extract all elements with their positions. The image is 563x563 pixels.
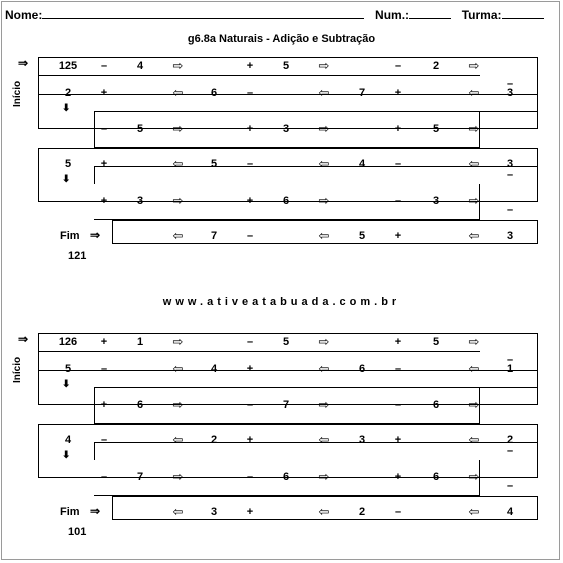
turn-operator: – (506, 169, 514, 181)
puzzle-cell: 126 (58, 336, 78, 348)
site-url: www.ativeatabuada.com.br (162, 296, 401, 308)
nome-label: Nome: (5, 8, 43, 22)
left-arrow-icon: ⇦ (468, 156, 480, 171)
puzzle-cell: + (246, 60, 254, 72)
right-arrow-icon: ⇨ (172, 334, 184, 349)
puzzle-cell: 4 (136, 60, 144, 72)
puzzle-cell: 6 (358, 363, 366, 375)
path-segment (38, 57, 39, 75)
puzzle-cell: 6 (432, 399, 440, 411)
right-arrow-icon: ⇨ (468, 397, 480, 412)
right-arrow-icon: ⇨ (468, 193, 480, 208)
puzzle-cell: 5 (136, 123, 144, 135)
puzzle-cell: 5 (282, 60, 290, 72)
puzzle-cell: 6 (282, 471, 290, 483)
worksheet-title: g6.8a Naturais - Adição e Subtração (187, 33, 376, 45)
nome-field[interactable] (42, 8, 364, 19)
puzzle-cell: – (246, 87, 254, 99)
puzzle-cell: + (246, 123, 254, 135)
puzzle-cell: 5 (282, 336, 290, 348)
puzzle-cell: + (394, 87, 402, 99)
left-arrow-icon: ⇦ (318, 228, 330, 243)
left-arrow-icon: ⇦ (172, 504, 184, 519)
puzzle-cell: – (394, 363, 402, 375)
puzzle-cell: – (100, 363, 108, 375)
puzzle-cell: 3 (358, 434, 366, 446)
turn-operator: – (506, 354, 514, 366)
right-arrow-icon: ⇨ (172, 58, 184, 73)
turn-operator: – (506, 78, 514, 90)
fim-arrow: ⇒ (90, 504, 101, 518)
puzzle-cell: 1 (136, 336, 144, 348)
right-arrow-icon: ⇨ (318, 469, 330, 484)
right-arrow-icon: ⇨ (172, 193, 184, 208)
right-arrow-icon: ⇨ (172, 121, 184, 136)
right-arrow-icon: ⇨ (318, 397, 330, 412)
puzzle-cell: 2 (506, 434, 514, 446)
puzzle-cell: – (246, 158, 254, 170)
puzzle-cell: 125 (58, 60, 78, 72)
fim-label: Fim (60, 230, 80, 242)
path-segment (38, 333, 39, 351)
puzzle-cell: – (394, 399, 402, 411)
right-arrow-icon: ⇨ (468, 334, 480, 349)
left-arrow-icon: ⇦ (468, 432, 480, 447)
left-arrow-icon: ⇦ (468, 85, 480, 100)
puzzle-cell: – (246, 399, 254, 411)
turn-operator: – (506, 480, 514, 492)
puzzle-cell: + (100, 336, 108, 348)
left-arrow-icon: ⇦ (172, 156, 184, 171)
puzzle-cell: – (394, 158, 402, 170)
worksheet-header (5, 8, 544, 22)
turn-operator: – (506, 445, 514, 457)
puzzle-cell: 5 (432, 123, 440, 135)
puzzle-cell: – (100, 123, 108, 135)
puzzle-cell: – (100, 471, 108, 483)
puzzle-cell: – (246, 336, 254, 348)
right-arrow-icon: ⇨ (318, 193, 330, 208)
left-arrow-icon: ⇦ (172, 361, 184, 376)
down-arrow-icon: ⬇ (62, 450, 71, 461)
left-arrow-icon: ⇦ (318, 432, 330, 447)
puzzle-cell: 5 (210, 158, 218, 170)
puzzle-cell: 3 (136, 195, 144, 207)
puzzle-cell: 6 (282, 195, 290, 207)
puzzle-cell: 3 (282, 123, 290, 135)
puzzle-cell: + (246, 434, 254, 446)
puzzle-cell: 2 (358, 506, 366, 518)
right-arrow-icon: ⇨ (318, 334, 330, 349)
entry-arrow: ⇒ (18, 56, 29, 70)
fim-arrow: ⇒ (90, 228, 101, 242)
puzzle-cell: + (100, 87, 108, 99)
side-label: Início (12, 356, 23, 383)
puzzle-cell: 1 (506, 363, 514, 375)
turma-field[interactable] (502, 8, 544, 19)
puzzle-cell: 3 (506, 87, 514, 99)
left-arrow-icon: ⇦ (318, 156, 330, 171)
puzzle-cell: 3 (432, 195, 440, 207)
right-arrow-icon: ⇨ (172, 397, 184, 412)
turn-operator: – (506, 204, 514, 216)
puzzle-cell: 3 (506, 230, 514, 242)
right-arrow-icon: ⇨ (468, 58, 480, 73)
right-arrow-icon: ⇨ (468, 469, 480, 484)
puzzle-cell: 2 (210, 434, 218, 446)
puzzle-cell: 7 (136, 471, 144, 483)
puzzle-cell: 6 (210, 87, 218, 99)
puzzle-cell: + (246, 363, 254, 375)
puzzle-cell: 5 (432, 336, 440, 348)
puzzle-cell: 5 (64, 363, 72, 375)
puzzle-cell: – (246, 230, 254, 242)
puzzle-cell: 5 (358, 230, 366, 242)
down-arrow-icon: ⬇ (62, 379, 71, 390)
turma-label: Turma: (461, 8, 502, 22)
puzzle-cell: 3 (506, 158, 514, 170)
puzzle-cell: + (394, 471, 402, 483)
puzzle-cell: 7 (282, 399, 290, 411)
right-arrow-icon: ⇨ (172, 469, 184, 484)
right-arrow-icon: ⇨ (318, 121, 330, 136)
left-arrow-icon: ⇦ (172, 228, 184, 243)
down-arrow-icon: ⬇ (62, 174, 71, 185)
left-arrow-icon: ⇦ (318, 504, 330, 519)
result-value: 121 (68, 250, 87, 262)
puzzle-cell: + (100, 195, 108, 207)
num-label: Num.: (375, 8, 410, 22)
puzzle-cell: 5 (64, 158, 72, 170)
puzzle-cell: + (394, 434, 402, 446)
puzzle-cell: 4 (358, 158, 366, 170)
puzzle-cell: + (100, 399, 108, 411)
puzzle-cell: – (394, 60, 402, 72)
puzzle-cell: + (394, 123, 402, 135)
left-arrow-icon: ⇦ (468, 361, 480, 376)
puzzle-cell: + (246, 506, 254, 518)
puzzle-cell: 6 (136, 399, 144, 411)
left-arrow-icon: ⇦ (172, 85, 184, 100)
fim-label: Fim (60, 506, 80, 518)
puzzle-cell: 4 (210, 363, 218, 375)
puzzle-cell: 2 (432, 60, 440, 72)
left-arrow-icon: ⇦ (318, 361, 330, 376)
puzzle-cell: 6 (432, 471, 440, 483)
entry-arrow: ⇒ (18, 332, 29, 346)
puzzle-cell: 7 (210, 230, 218, 242)
puzzle-cell: 3 (210, 506, 218, 518)
left-arrow-icon: ⇦ (468, 228, 480, 243)
puzzle-cell: 7 (358, 87, 366, 99)
result-value: 101 (68, 526, 87, 538)
left-arrow-icon: ⇦ (172, 432, 184, 447)
puzzle-cell: – (100, 434, 108, 446)
puzzle-cell: 2 (64, 87, 72, 99)
puzzle-cell: 4 (506, 506, 514, 518)
right-arrow-icon: ⇨ (318, 58, 330, 73)
puzzle-cell: – (100, 60, 108, 72)
num-field[interactable] (409, 8, 451, 19)
puzzle-cell: 4 (64, 434, 72, 446)
puzzle-cell: + (394, 230, 402, 242)
puzzle-cell: – (394, 506, 402, 518)
puzzle-cell: – (246, 471, 254, 483)
puzzle-cell: + (100, 158, 108, 170)
left-arrow-icon: ⇦ (318, 85, 330, 100)
down-arrow-icon: ⬇ (62, 103, 71, 114)
puzzle-cell: + (246, 195, 254, 207)
right-arrow-icon: ⇨ (468, 121, 480, 136)
puzzle-cell: + (394, 336, 402, 348)
side-label: Início (12, 80, 23, 107)
puzzle-cell: – (394, 195, 402, 207)
left-arrow-icon: ⇦ (468, 504, 480, 519)
